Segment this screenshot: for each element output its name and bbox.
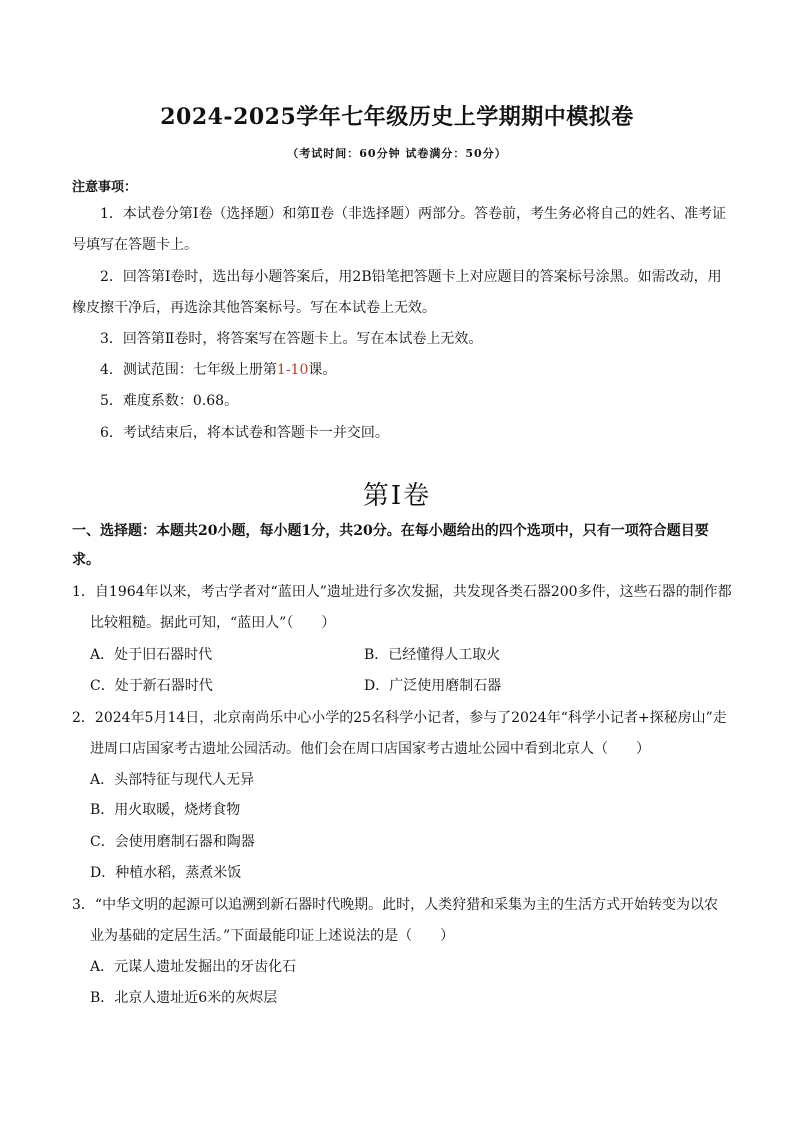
note-item-4-prefix: 4．测试范围：七年级上册第: [100, 362, 277, 378]
note-item-1: 1．本试卷分第Ⅰ卷（选择题）和第Ⅱ卷（非选择题）两部分。答卷前，考生务必将自己的姓名、准考证号填写在答题卡上。: [72, 206, 726, 253]
question-1-option-a: A．处于旧石器时代: [90, 647, 213, 663]
note-item-6: 6．考试结束后，将本试卷和答题卡一并交回。: [100, 425, 389, 441]
question-2-option-b: B．用火取暖，烧烤食物: [90, 802, 241, 818]
question-1-option-c: C．处于新石器时代: [90, 678, 213, 694]
question-2-option-d: D．种植水稻，蒸煮米饭: [90, 865, 242, 881]
exam-info: （考试时间：60分钟 试卷满分：50分）: [287, 147, 507, 160]
page-title: 2024-2025学年七年级历史上学期期中模拟卷: [160, 104, 634, 130]
section-instruction: 一、选择题：本题共20小题，每小题1分，共20分。在每小题给出的四个选项中，只有一项符合题目要求。: [72, 523, 709, 568]
question-2-option-c: C．会使用磨制石器和陶器: [90, 834, 255, 850]
note-item-2: 2．回答第Ⅰ卷时，选出每小题答案后，用2B铅笔把答题卡上对应题目的答案标号涂黑。如需改动，用橡皮擦干净后，再选涂其他答案标号。写在本试卷上无效。: [72, 269, 722, 316]
question-1-stem: 1．自1964年以来，考古学者对“蓝田人”遗址进行多次发掘，共发现各类石器200多件，这些石器的制作都比较粗糙。据此可知，“蓝田人”（ ）: [72, 584, 732, 631]
question-3-stem: 3．“中华文明的起源可以追溯到新石器时代晚期。此时，人类狩猎和采集为主的生活方式开始转变为以农业为基础的定居生活。”下面最能印证上述说法的是（ ）: [72, 897, 719, 944]
note-item-4-range: 1-10: [276, 362, 309, 378]
note-item-4-suffix: 课。: [308, 362, 337, 378]
question-3-option-b: B．北京人遗址近6米的灰烬层: [90, 990, 278, 1006]
section-title: 第Ⅰ卷: [362, 481, 432, 511]
question-2-option-a: A．头部特征与现代人无异: [90, 772, 255, 788]
question-1-option-b: B．已经懂得人工取火: [364, 647, 501, 663]
notes-heading: 注意事项：: [72, 180, 138, 195]
note-item-5: 5．难度系数：0.68。: [100, 393, 239, 409]
question-2-stem: 2．2024年5月14日，北京南尚乐中心小学的25名科学小记者，参与了2024年“科学小记者+探秘房山”走进周口店国家考古遗址公园活动。他们会在周口店国家考古遗址公园中看到北京人（ ）: [72, 710, 727, 757]
question-1-option-d: D．广泛使用磨制石器: [364, 678, 502, 694]
note-item-3: 3．回答第Ⅱ卷时，将答案写在答题卡上。写在本试卷上无效。: [100, 331, 483, 347]
note-item-4: [72, 355, 728, 386]
question-3-option-a: A．元谋人遗址发掘出的牙齿化石: [90, 959, 297, 975]
